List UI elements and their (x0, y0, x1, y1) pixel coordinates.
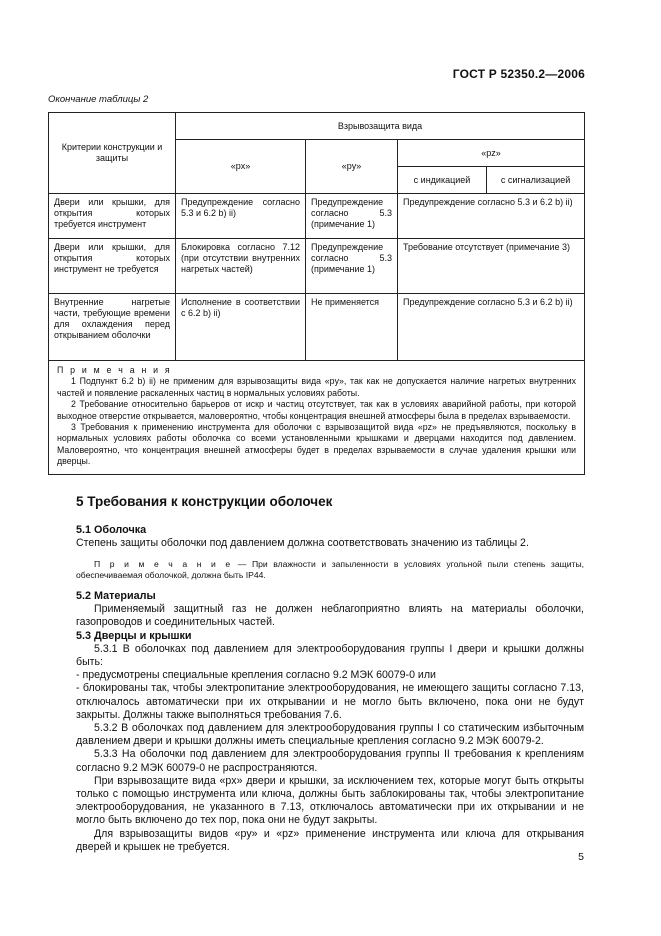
note-2: 2 Требование относительно барьеров от искр и частиц отсутствует, так как в условиях аварийной работы, при которой выходное отверстие открывается, маловероятно, чтобы концентрация внешней атмосферы была в пределах взрываемости. (57, 399, 577, 421)
section-5-title: 5 Требования к конструкции оболочек (76, 494, 333, 509)
table-notes-row (49, 361, 585, 475)
clause-5-3-2: 5.3.2 В оболочках под давлением для электрооборудования группы I со статическим избыточным давлением двери и крышки должны иметь специальные крепления согласно 9.2 МЭК 60079-2. (76, 722, 584, 748)
row-pz-value: Предупреждение согласно 5.3 и 6.2 b) ii) (403, 297, 573, 307)
page-number: 5 (578, 851, 584, 863)
clause-5-3-1: 5.3.1 В оболочках под давлением для электрооборудования группы I двери и крышки должны быть: (76, 642, 584, 669)
header-px: «px» (176, 140, 306, 194)
row-py-value: Не применяется (311, 297, 380, 307)
subsection-5-3-title: 5.3 Дверцы и крышки (76, 629, 192, 642)
row-pz-value: Предупреждение согласно 5.3 и 6.2 b) ii) (403, 197, 573, 207)
clause-5-3-1-item-a: - предусмотрены специальные крепления согласно 9.2 МЭК 60079-0 или (76, 669, 436, 682)
header-criteria: Критерии конструкции и защиты (49, 113, 176, 194)
table-caption: Окончание таблицы 2 (48, 94, 149, 105)
header-pz-indication: с индикацией (398, 167, 487, 194)
row-py-value: Предупреждение согласно 5.3 (примечание 1) (311, 242, 392, 274)
note-1: 1 Подпункт 6.2 b) ii) не применим для взрывозащиты вида «py», так как не допускается наличие нагретых внутренних частей и появление раскаленных частиц в нормальных условиях работы. (57, 376, 577, 398)
clause-5-3-3: 5.3.3 На оболочки под давлением для электрооборудования группы II требования к креплениям согласно 9.2 МЭК 60079-0 не распространяются. (76, 748, 584, 774)
header-protection-type: Взрывозащита вида (176, 113, 585, 140)
standard-code: ГОСТ Р 52350.2—2006 (452, 67, 585, 81)
clause-5-3-3-px: При взрывозащите вида «px» двери и крышки, за исключением тех, которые могут быть открыты только с помощью инструмента или ключа, должны быть заблокированы так, чтобы электропитание электрооборудования, не указанного в 7.13, отключалось автоматически при их открывании и не могло быть включено до тех пор, пока они не будут закрыты. (76, 774, 584, 827)
row-px-value: Блокировка согласно 7.12 (при отсутствии внутренних нагретых частей) (181, 242, 300, 274)
table-row (49, 239, 585, 294)
clause-5-3-3-py-pz: Для взрывозащиты видов «py» и «pz» применение инструмента или ключа для открывания дверей и крышек не требуется. (76, 827, 584, 853)
row-px-value: Предупреждение согласно 5.3 и 6.2 b) ii) (181, 197, 300, 218)
table-header-row (49, 113, 585, 140)
subsection-5-2-text: Применяемый защитный газ не должен неблагоприятно влиять на материалы оболочки, газопроводов и соединительных частей. (76, 603, 584, 629)
header-pz: «pz» (398, 140, 585, 167)
table-row (49, 294, 585, 361)
notes-title: П р и м е ч а н и я (57, 365, 172, 375)
row-criteria: Двери или крышки, для открытия которых требуется инструмент (54, 197, 170, 229)
row-criteria: Внутренние нагретые части, требующие времени для охлаждения перед открыванием оболочки (54, 297, 170, 340)
row-criteria: Двери или крышки, для открытия которых инструмент не требуется (54, 242, 170, 274)
row-pz-value: Требование отсутствует (примечание 3) (403, 242, 571, 252)
subsection-5-1-title: 5.1 Оболочка (76, 524, 147, 536)
section-5-2-3 (76, 590, 584, 854)
subsection-5-1-text: Степень защиты оболочки под давлением должна соответствовать значению из таблицы 2. (76, 537, 529, 550)
table-row (49, 194, 585, 239)
clause-5-3-1-item-b: - блокированы так, чтобы электропитание электрооборудования, не имеющего защиты согласно 7.13, отключалось автоматически при их открывании и не могло быть включено, пока они не будут закрыты. Должны также выполняться требования 7.6. (76, 682, 584, 721)
note-label: П р и м е ч а н и е (94, 559, 233, 569)
subsection-5-1-note (76, 559, 584, 582)
header-py: «py» (306, 140, 398, 194)
note-text: — При влажности и запыленности в условиях угольной пыли степень защиты, обеспечиваемая оболочкой, должна быть IP44. (76, 559, 585, 581)
header-pz-signaling: с сигнализацией (487, 167, 585, 194)
row-py-value: Предупреждение согласно 5.3 (примечание 1) (311, 197, 392, 229)
section-5-body (76, 524, 584, 550)
note-3: 3 Требования к применению инструмента для оболочки с взрывозащитой вида «pz» не предъявляются, поскольку в нормальных условиях работы оболочка со всеми установленными крышками и дверцами находится под давлением. Маловероятно, что концентрация внешней атмосферы будет в пределах взрываемости в случае удаления крышки или дверцы. (57, 422, 577, 467)
row-px-value: Исполнение в соответствии с 6.2 b) ii) (181, 297, 300, 318)
table-notes (49, 361, 585, 475)
subsection-5-2-title: 5.2 Материалы (76, 590, 156, 602)
protection-table (48, 112, 585, 475)
